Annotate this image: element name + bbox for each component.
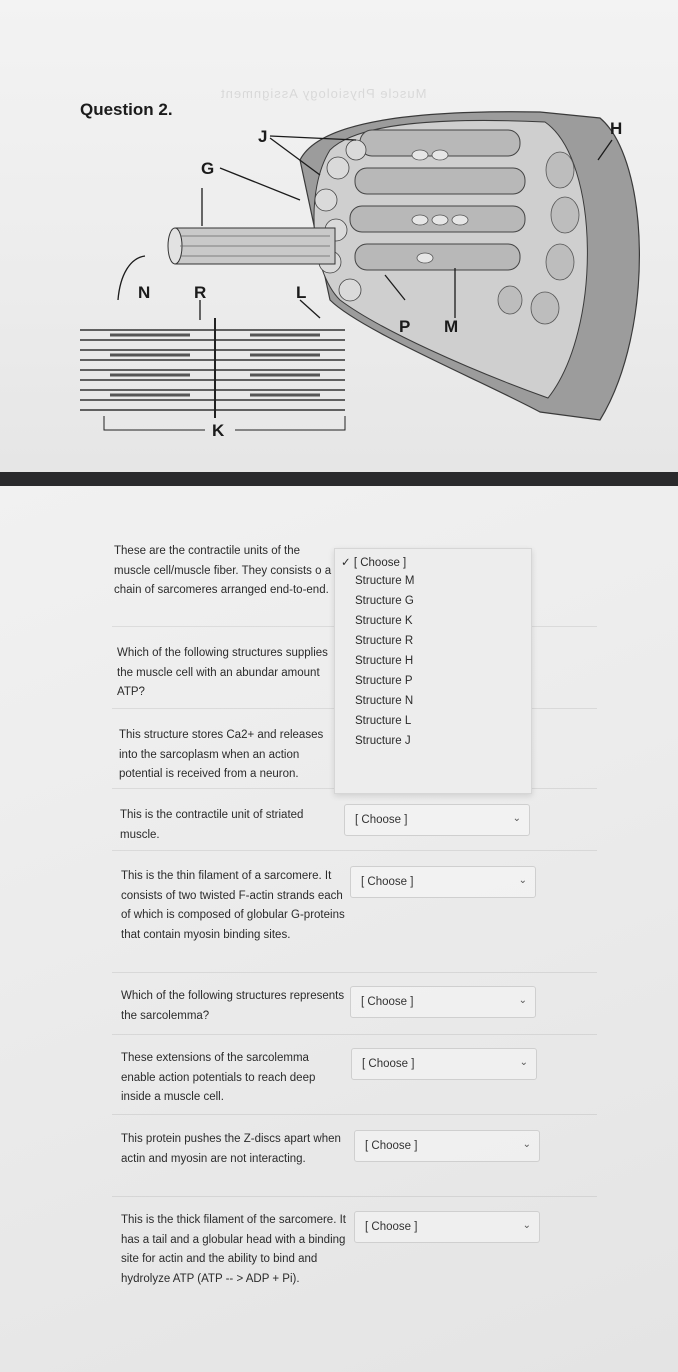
select-value: [ Choose ] xyxy=(361,876,414,888)
question-8-text: This protein pushes the Z-discs apart when actin and myosin are not interacting. xyxy=(121,1133,341,1165)
question-3-text: This structure stores Ca2+ and releases into the sarcoplasm when an action potential is received from a neuron. xyxy=(119,729,324,780)
row-divider xyxy=(112,972,597,973)
select-question-4[interactable] xyxy=(344,804,530,836)
chevron-down-icon: ⌄ xyxy=(522,1220,531,1231)
label-L: L xyxy=(296,283,307,302)
question-2-text: Which of the following structures supplies the muscle cell with an abundar amount ATP? xyxy=(117,647,328,698)
select-value: [ Choose ] xyxy=(361,996,414,1008)
question-5-text: This is the thin filament of a sarcomere. It consists of two twisted F-actin strands each of which is composed of globular G-proteins that contain myosin binding sites. xyxy=(121,870,345,941)
dropdown-option[interactable]: Structure J xyxy=(355,735,411,747)
question-7-text: These extensions of the sarcolemma enable action potentials to reach deep inside a muscle cell. xyxy=(121,1052,316,1103)
select-value: [ Choose ] xyxy=(365,1221,418,1233)
dropdown-option-selected[interactable]: ✓ [ Choose ] xyxy=(341,557,407,569)
row-divider xyxy=(112,1034,597,1035)
dropdown-option[interactable]: Structure H xyxy=(355,655,414,667)
select-question-9[interactable] xyxy=(354,1211,540,1243)
question-4-text: This is the contractile unit of striated muscle. xyxy=(120,809,304,841)
dropdown-option[interactable]: Structure M xyxy=(355,575,415,587)
question-1-text: These are the contractile units of the muscle cell/muscle fiber. They consists o a chain of sarcomeres arranged end-to-end. xyxy=(114,545,332,596)
select-value: [ Choose ] xyxy=(362,1058,415,1070)
dropdown-option[interactable]: Structure K xyxy=(355,615,413,627)
muscle-diagram xyxy=(0,0,678,472)
chevron-down-icon: ⌄ xyxy=(522,1139,531,1150)
question-6-text: Which of the following structures represents the sarcolemma? xyxy=(121,990,345,1022)
myofibril-cylinder xyxy=(168,228,335,264)
label-R: R xyxy=(194,283,207,302)
chevron-down-icon: ⌄ xyxy=(518,875,527,886)
k-bracket xyxy=(104,416,345,430)
label-M: M xyxy=(444,317,459,336)
select-value: [ Choose ] xyxy=(355,814,408,826)
chevron-down-icon: ⌄ xyxy=(512,813,521,824)
label-H: H xyxy=(610,119,623,138)
question-9-text: This is the thick filament of the sarcomere. It has a tail and a globular head with a binding site for actin and the ability to bind and hydrolyze ATP (ATP -- > ADP + Pi). xyxy=(121,1214,346,1285)
dropdown-options-list[interactable] xyxy=(334,548,532,794)
label-N: N xyxy=(138,283,151,302)
row-divider xyxy=(112,1114,597,1115)
chevron-down-icon: ⌄ xyxy=(519,1057,528,1068)
sarcomere-filaments xyxy=(80,330,345,410)
select-question-7[interactable] xyxy=(351,1048,537,1080)
quiz-screen xyxy=(0,486,678,1372)
worksheet-photo xyxy=(0,0,678,472)
dropdown-option[interactable]: Structure N xyxy=(355,695,414,707)
dropdown-option[interactable]: Structure R xyxy=(355,635,414,647)
bleed-through-text: Muscle Physiology Assignment xyxy=(220,86,427,101)
photo-gap xyxy=(0,472,678,486)
row-divider xyxy=(112,1196,597,1197)
dropdown-option[interactable]: Structure L xyxy=(355,715,412,727)
select-value: [ Choose ] xyxy=(365,1140,418,1152)
label-P: P xyxy=(399,317,411,336)
row-divider xyxy=(112,850,597,851)
label-J: J xyxy=(258,127,268,146)
dropdown-option[interactable]: Structure G xyxy=(355,595,414,607)
select-question-5[interactable] xyxy=(350,866,536,898)
select-question-6[interactable] xyxy=(350,986,536,1018)
label-G: G xyxy=(201,159,215,178)
chevron-down-icon: ⌄ xyxy=(518,995,527,1006)
select-question-8[interactable] xyxy=(354,1130,540,1162)
dropdown-option[interactable]: Structure P xyxy=(355,675,413,687)
question-title: Question 2. xyxy=(80,100,173,119)
label-K: K xyxy=(212,421,225,440)
